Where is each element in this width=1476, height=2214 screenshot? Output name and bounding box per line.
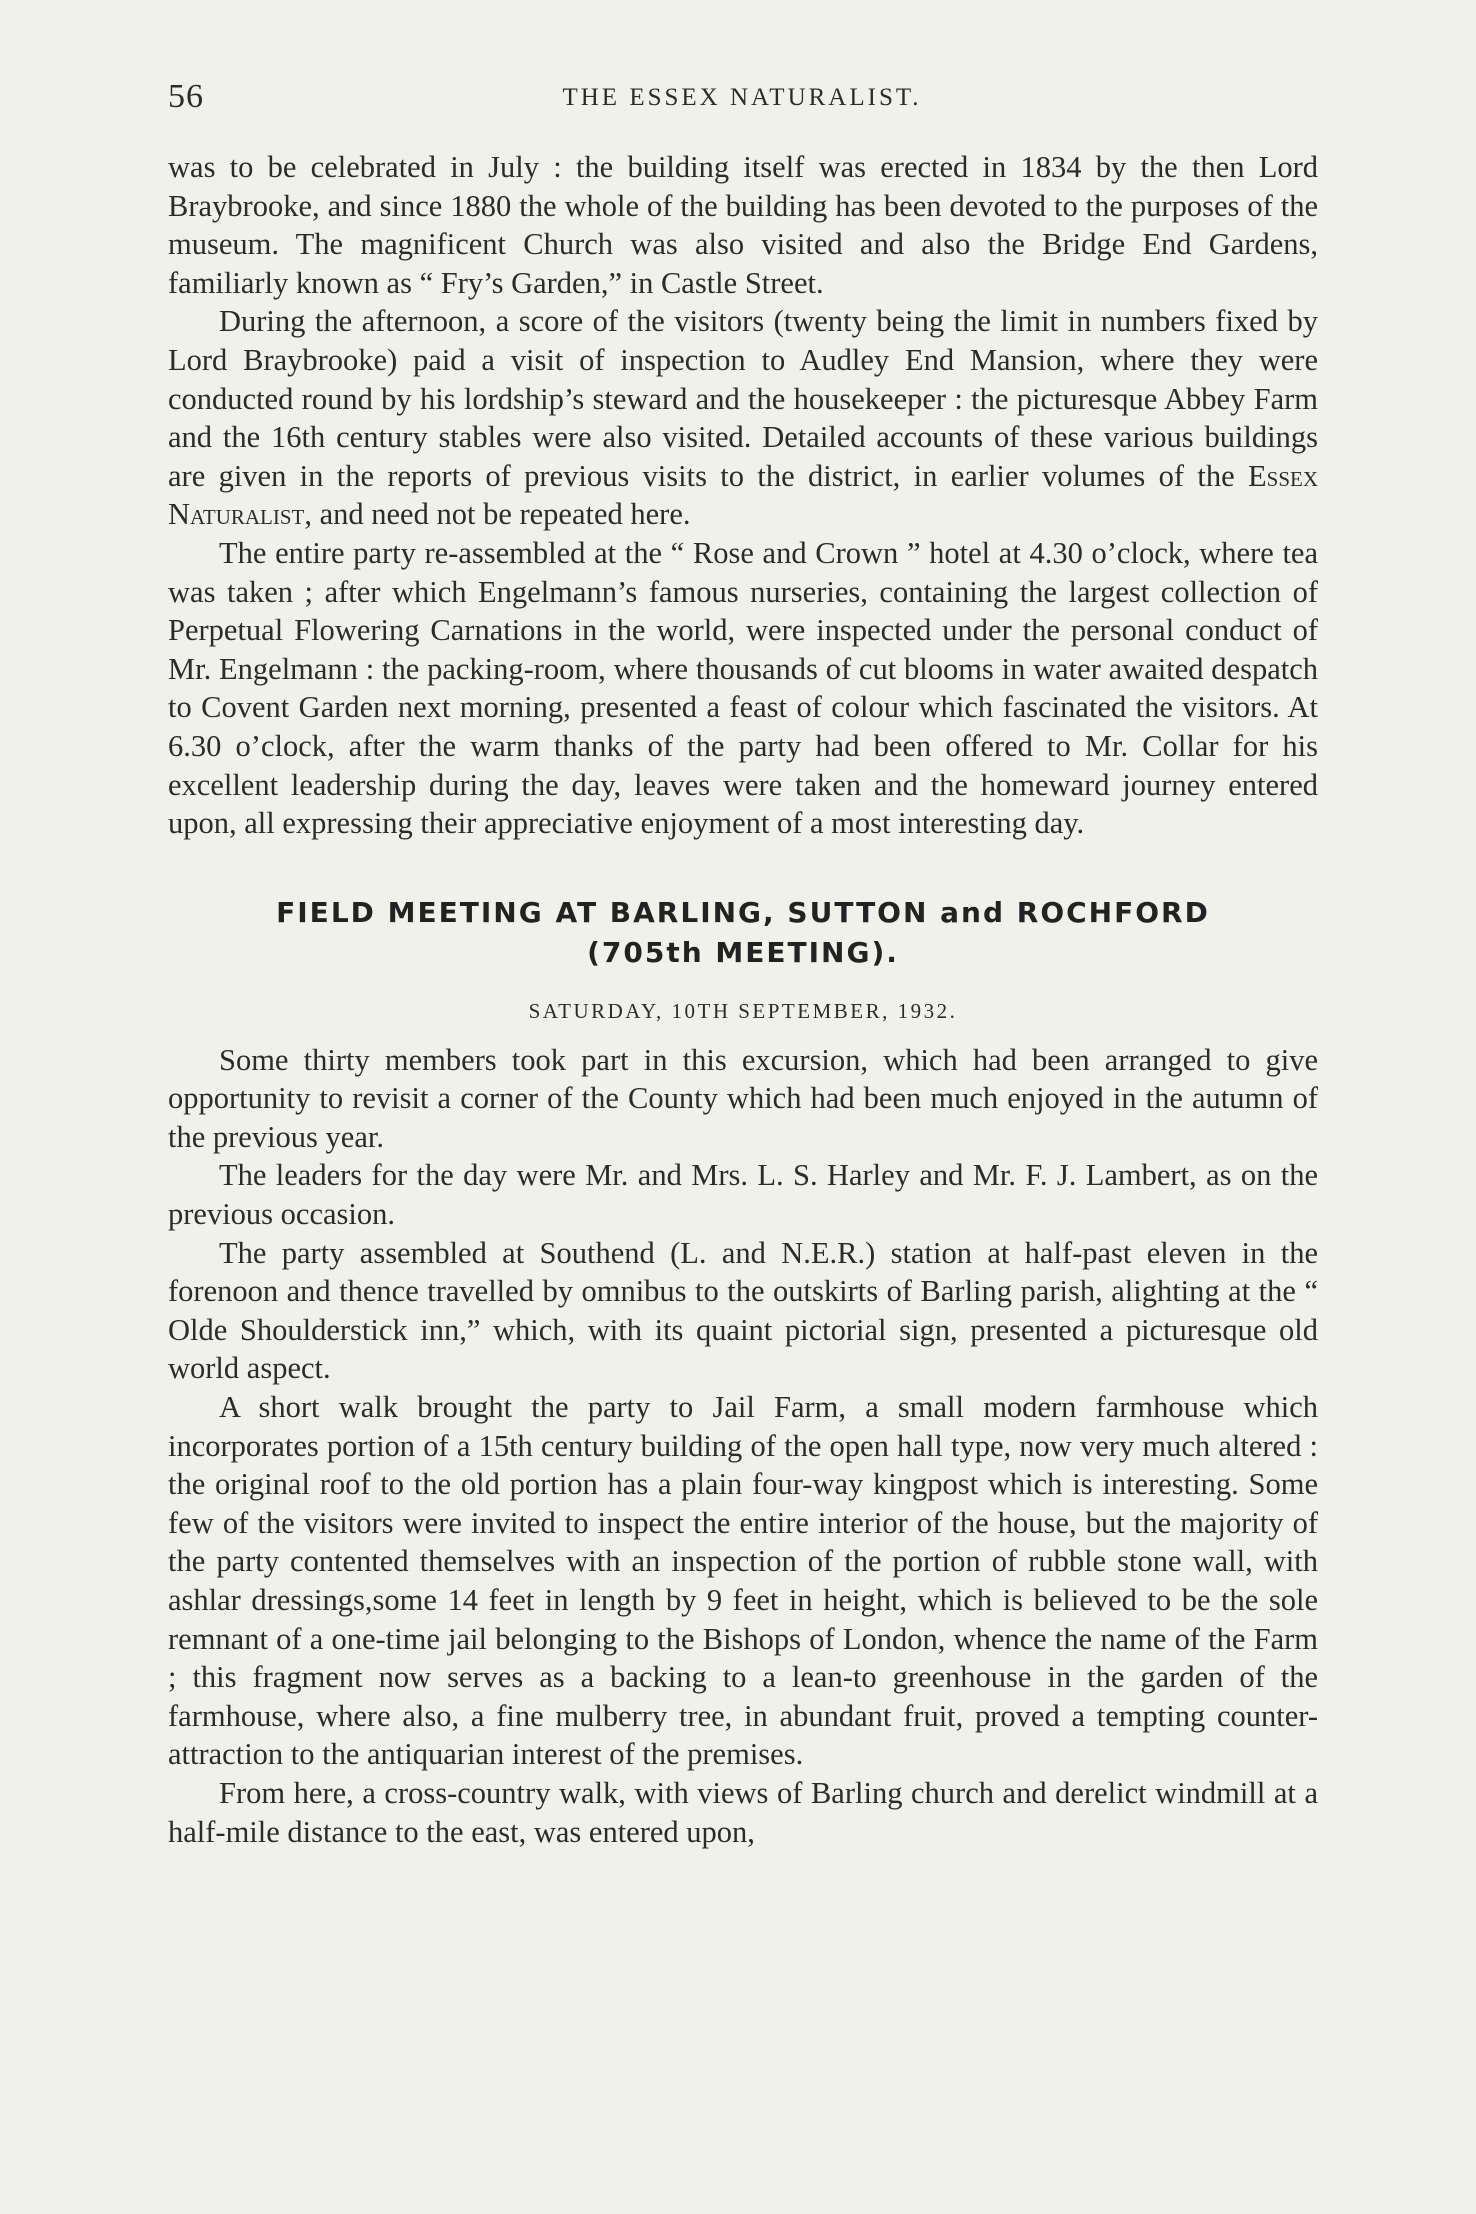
running-head	[168, 78, 1316, 128]
paragraph-text: During the afternoon, a score of the visitors (twenty being the limit in numbers fixed by Lord Braybrooke) paid a visit of inspection to Audley End Mansion, where they were conducted round by his lordship’s steward and the housekeeper : the picturesque Abbey Farm and the 16th century stables were also visited. Detailed accounts of these various buildings are given in the reports of previous visits to the district, in earlier volumes of the	[168, 304, 1318, 493]
paragraph-tail: , and need not be repeated here.	[304, 497, 691, 532]
page-number: 56	[168, 78, 204, 115]
paragraph: From here, a cross-country walk, with views of Barling church and derelict windmill at a half-mile distance to the east, was entered upon,	[168, 1775, 1318, 1849]
paragraph: A short walk brought the party to Jail Farm, a small modern farmhouse which incorporates portion of a 15th century building of the open hall type, now very much altered : the original roof to the old portion has a plain four-way kingpost which is interesting. Some few of the visitors were invited to inspect the entire interior of the house, but the majority of the party contented themselves with an inspection of the portion of rubble stone wall, with ashlar dressings,some 14 feet in length by 9 feet in height, which is believed to be the sole remnant of a one-time jail belonging to the Bishops of London, whence the name of the Farm ; this fragment now serves as a backing to a lean-to greenhouse in the garden of the farmhouse, where also, a fine mulberry tree, in abundant fruit, proved a tempting counter-attraction to the antiquarian interest of the premises.	[168, 1390, 1318, 1772]
journal-name-small-caps: Essex Naturalist	[168, 458, 1319, 532]
meeting-date: SATURDAY, 10TH SEPTEMBER, 1932.	[528, 998, 958, 1023]
article-body	[168, 148, 1318, 1851]
paragraph: was to be celebrated in July : the building itself was erected in 1834 by the then Lord Braybrooke, and since 1880 the whole of the building has been devoted to the purposes of the museum. The magnificent Church was also visited and also the Bridge End Gardens, familiarly known as “ Fry’s Garden,” in Castle Street.	[168, 150, 1318, 300]
paragraph: The party assembled at Southend (L. and N.E.R.) station at half-past eleven in the forenoon and thence travelled by omnibus to the outskirts of Barling parish, alighting at the “ Olde Shoulderstick inn,” which, with its quaint pictorial sign, presented a picturesque old world aspect.	[168, 1235, 1318, 1386]
paragraph: The entire party re-assembled at the “ Rose and Crown ” hotel at 4.30 o’clock, where tea was taken ; after which Engelmann’s famous nurseries, containing the largest collection of Perpetual Flowering Carnations in the world, were inspected under the personal conduct of Mr. Engelmann : the packing-room, where thousands of cut blooms in water awaited despatch to Covent Garden next morning, presented a feast of colour which fascinated the visitors. At 6.30 o’clock, after the warm thanks of the party had been offered to Mr. Collar for his excellent leadership during the day, leaves were taken and the homeward journey entered upon, all expressing their appreciative enjoyment of a most interesting day.	[168, 535, 1318, 841]
section-heading	[168, 893, 1318, 973]
paragraph: Some thirty members took part in this excursion, which had been arranged to give opportunity to revisit a corner of the County which had been much enjoyed in the autumn of the previous year.	[168, 1042, 1318, 1154]
section-heading-line: FIELD MEETING AT BARLING, SUTTON and ROCHFORD	[276, 895, 1210, 929]
section-heading-subline: (705th MEETING).	[587, 935, 899, 969]
paragraph	[168, 302, 1318, 534]
paragraph: The leaders for the day were Mr. and Mrs. L. S. Harley and Mr. F. J. Lambert, as on the previous occasion.	[168, 1158, 1318, 1232]
journal-title: THE ESSEX NATURALIST.	[562, 84, 922, 111]
